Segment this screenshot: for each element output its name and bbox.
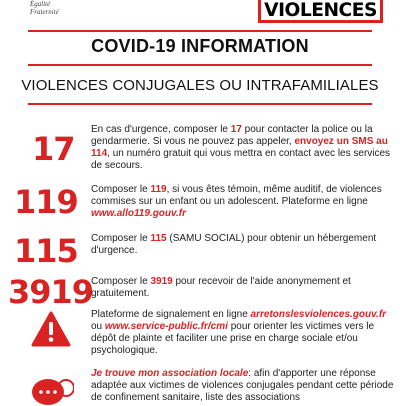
section-text: [91, 184, 395, 220]
section-text: [91, 309, 395, 357]
emergency-number: 3919: [8, 273, 94, 311]
text-part: : afin d'apporter une réponse adaptée aux victimes de violences conjugales pendant cette période de confinement sanitaire, liste des associations: [91, 368, 394, 403]
text-part: Composer le: [91, 184, 151, 195]
text-part: pour recevoir de l'aide anonymement et gratuitement.: [91, 276, 351, 299]
republic-motto: [30, 0, 59, 16]
highlight-number: 3919: [150, 276, 173, 287]
top-divider: [28, 30, 372, 32]
highlight-number: 115: [150, 233, 167, 244]
campaign-logo: [258, 0, 383, 23]
highlight-number: 119: [150, 184, 167, 195]
emergency-number: 115: [14, 232, 78, 270]
motto-line-1: Égalité: [30, 0, 51, 8]
text-part: Composer le: [91, 276, 151, 287]
service-public-link[interactable]: www.service-public.fr/cmi: [104, 321, 228, 332]
motto-line-2: Fraternité: [30, 8, 59, 16]
text-part: pour contacter la police ou la gendarmerie. Si vous ne pouvez pas appeler,: [91, 124, 373, 147]
page-title: COVID-19 INFORMATION: [91, 36, 309, 56]
header: [0, 0, 400, 28]
subtitle-divider: [28, 103, 372, 105]
title-divider: [28, 64, 372, 66]
text-part: Plateforme de signalement en ligne: [91, 309, 251, 320]
arretonslesviolences-link[interactable]: arretonslesviolences.gouv.fr: [250, 309, 387, 320]
text-part: , un numéro gratuit qui vous mettra en contact avec les services de secours.: [91, 148, 391, 171]
allo119-link[interactable]: www.allo119.gouv.fr: [91, 208, 187, 219]
emergency-number: 17: [32, 130, 75, 168]
text-part: En cas d'urgence, composer le: [91, 124, 231, 135]
highlight-number: 17: [230, 124, 242, 135]
section-text: [91, 124, 395, 172]
text-part: , si vous êtes témoin, même auditif, de violences commises sur un enfant ou un adolescent. Plateforme en ligne: [91, 184, 382, 207]
section-text: [91, 233, 395, 257]
chat-icon: [30, 376, 74, 406]
page-subtitle: VIOLENCES CONJUGALES OU INTRAFAMILIALES: [21, 77, 379, 94]
text-part: Composer le: [91, 233, 151, 244]
text-part: (SAMU SOCIAL) pour obtenir un hébergement d'urgence.: [91, 233, 377, 256]
warning-icon: [31, 311, 71, 347]
text-part: pour orienter les victimes vers le dépôt de plainte et faciliter une prise en charge sociale et/ou psychologique.: [91, 321, 375, 356]
highlight-sms: envoyez un SMS au 114: [91, 136, 388, 159]
text-part: ou: [91, 321, 105, 332]
logo-text: VIOLENCES: [264, 0, 377, 21]
section-text: [91, 276, 395, 300]
highlight-association: Je trouve mon association locale: [91, 368, 249, 379]
emergency-number: 119: [14, 183, 78, 221]
section-text: [91, 368, 395, 404]
